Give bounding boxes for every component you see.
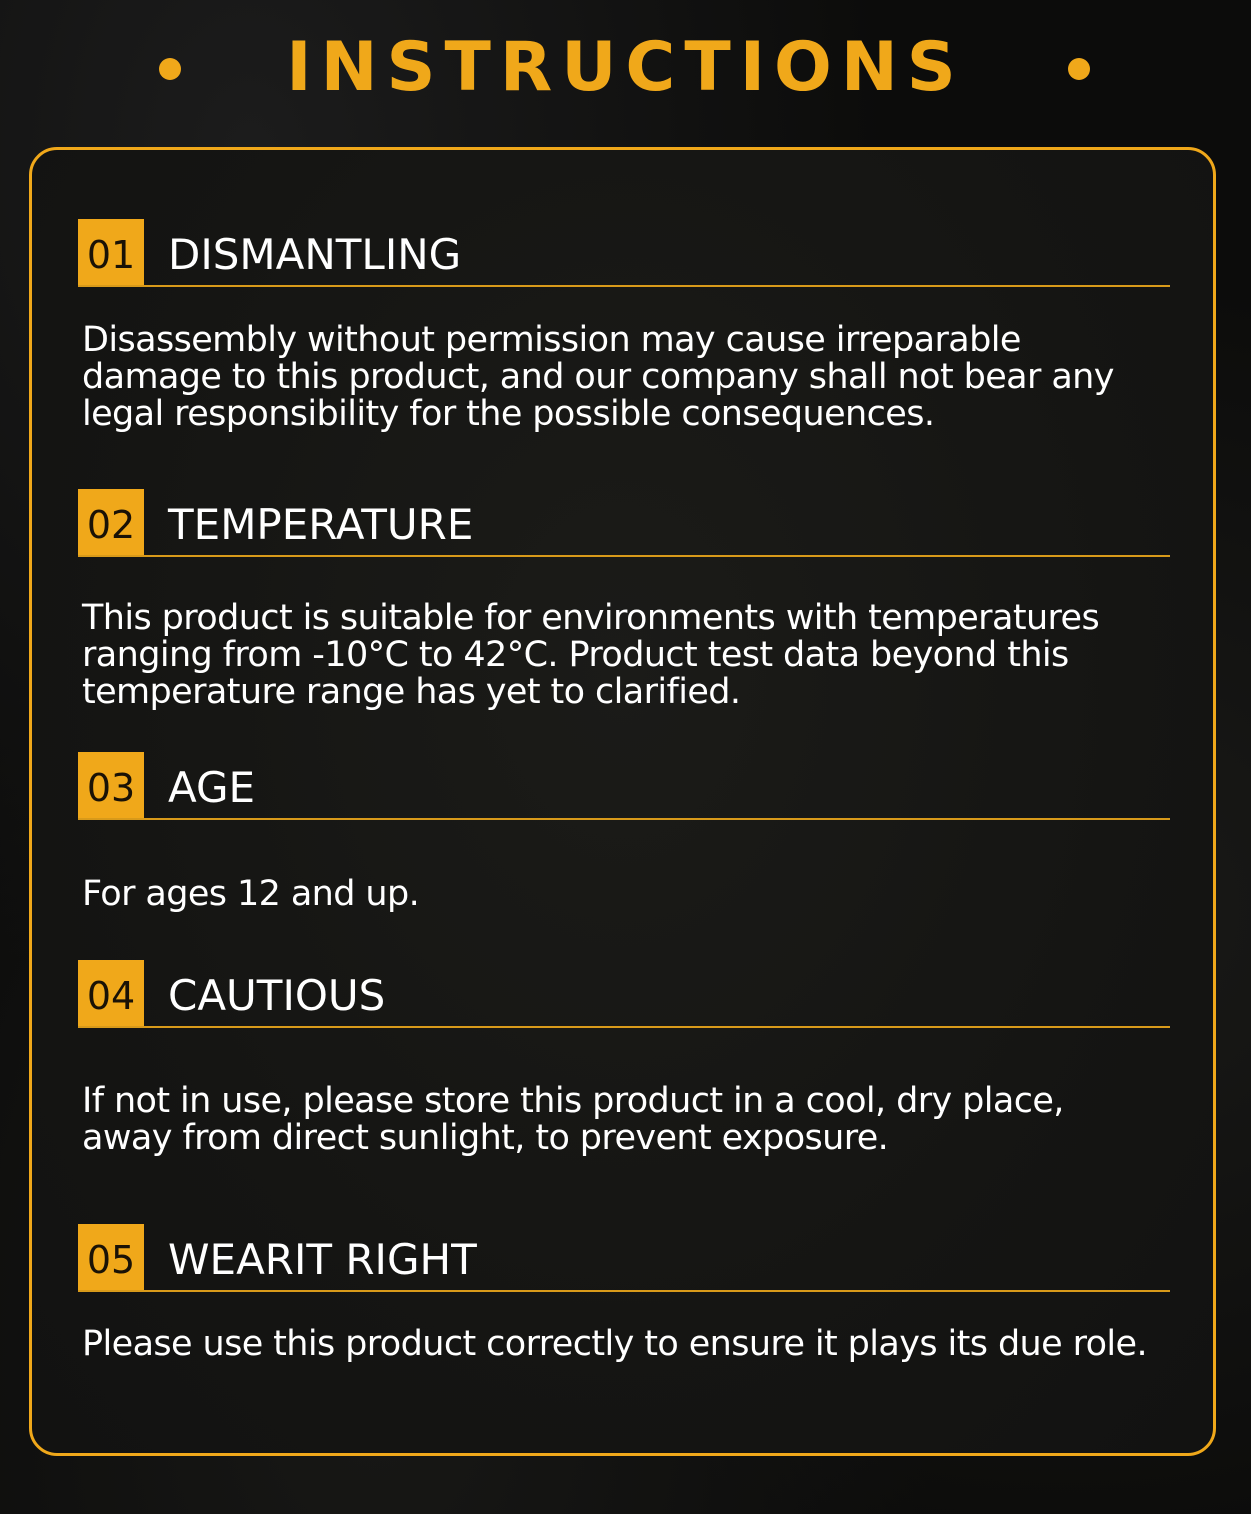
section-divider [78,555,1170,557]
section-title: CAUTIOUS [168,971,386,1020]
section-body: Please use this product correctly to ensure it plays its due role. [82,1324,1148,1364]
section-number-badge: 03 [78,752,144,818]
section-header [78,1224,1178,1292]
section-wear-it-right [78,1224,1178,1364]
section-body: If not in use, please store this product in a cool, dry place, away from direct sunlight, to prevent exposure. [82,1081,1064,1158]
section-header [78,960,1178,1028]
page-title: INSTRUCTIONS [286,28,965,107]
section-title: AGE [168,763,256,812]
section-title: TEMPERATURE [168,500,474,549]
section-header [78,219,1178,287]
section-age [78,752,1178,914]
section-header [78,489,1178,557]
section-number-badge: 01 [78,219,144,285]
section-body: Disassembly without permission may cause irreparable damage to this product, and our company shall not bear any legal responsibility for the possible consequences. [82,320,1114,434]
section-title: WEARIT RIGHT [168,1235,477,1284]
section-divider [78,1026,1170,1028]
section-body: For ages 12 and up. [82,874,420,914]
section-dismantling [78,219,1178,434]
section-number-badge: 05 [78,1224,144,1290]
section-divider [78,285,1170,287]
section-header [78,752,1178,820]
bullet-dot-right [1068,58,1090,80]
section-divider [78,1290,1170,1292]
section-number-badge: 04 [78,960,144,1026]
section-title: DISMANTLING [168,230,462,279]
section-cautious [78,960,1178,1158]
section-divider [78,818,1170,820]
page-header [0,0,1251,140]
section-body: This product is suitable for environments with temperatures ranging from -10°C to 42°C. Product test data beyond this temperature range has yet to clarified. [82,598,1100,712]
section-temperature [78,489,1178,712]
instructions-panel [29,147,1216,1456]
section-number-badge: 02 [78,489,144,555]
